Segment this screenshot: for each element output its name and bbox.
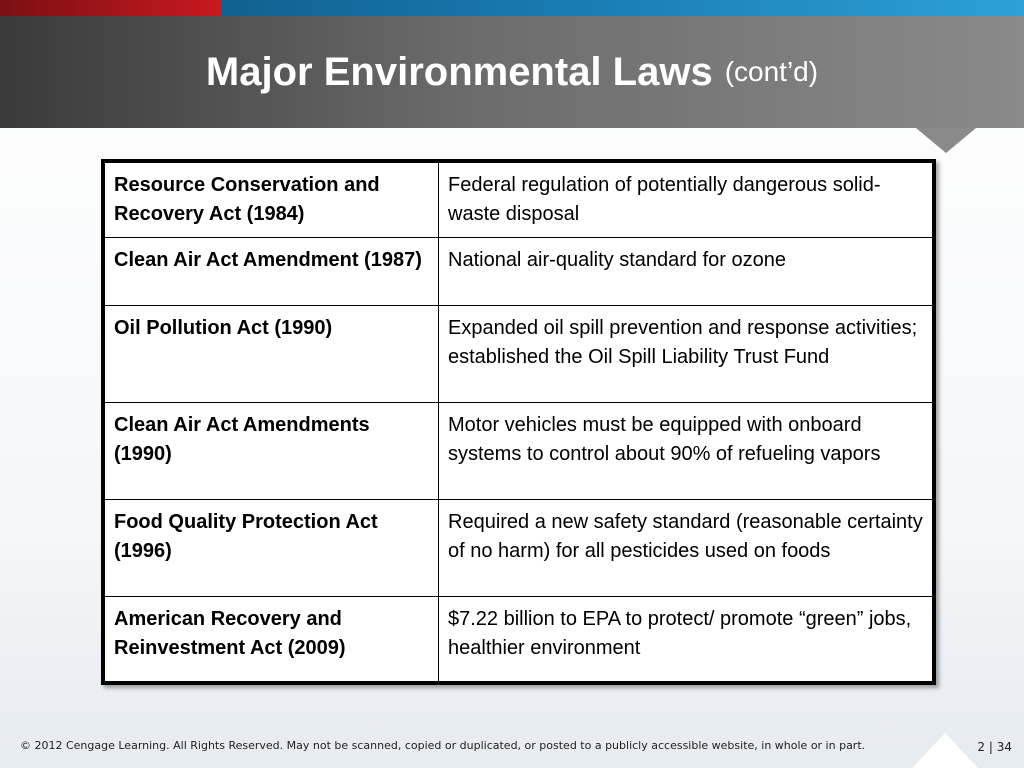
law-name-cell: Oil Pollution Act (1990): [105, 306, 439, 403]
slide-title-main: Major Environmental Laws: [205, 49, 713, 94]
footer-notch-decoration: [912, 733, 978, 768]
top-accent-red-bar: [0, 0, 222, 16]
law-name-cell: Clean Air Act Amendment (1987): [105, 238, 439, 306]
table-row: [105, 597, 933, 682]
law-name-cell: Food Quality Protection Act (1996): [105, 500, 439, 597]
law-description-cell: Federal regulation of potentially dangerous solid-waste disposal: [439, 163, 933, 238]
slide-title: [0, 16, 1024, 128]
law-name-cell: Resource Conservation and Recovery Act (1984): [105, 163, 439, 238]
table-row: [105, 500, 933, 597]
table-row: [105, 403, 933, 500]
table-row: [105, 306, 933, 403]
law-name-cell: Clean Air Act Amendments (1990): [105, 403, 439, 500]
law-name-cell: American Recovery and Reinvestment Act (2009): [105, 597, 439, 682]
title-notch-decoration: [916, 128, 976, 153]
law-description-cell: $7.22 billion to EPA to protect/ promote “green” jobs, healthier environment: [439, 597, 933, 682]
law-description-cell: Motor vehicles must be equipped with onboard systems to control about 90% of refueling vapors: [439, 403, 933, 500]
page-number: 2 | 34: [977, 740, 1012, 754]
laws-table: [101, 159, 936, 685]
law-description-cell: Expanded oil spill prevention and response activities; established the Oil Spill Liability Trust Fund: [439, 306, 933, 403]
slide-title-sub: (cont’d): [724, 56, 819, 87]
law-description-cell: Required a new safety standard (reasonable certainty of no harm) for all pesticides used on foods: [439, 500, 933, 597]
copyright-notice: © 2012 Cengage Learning. All Rights Reserved. May not be scanned, copied or duplicated, or posted to a publicly accessible website, in whole or in part.: [20, 739, 866, 752]
law-description-cell: National air-quality standard for ozone: [439, 238, 933, 306]
table-row: [105, 163, 933, 238]
table-row: [105, 238, 933, 306]
